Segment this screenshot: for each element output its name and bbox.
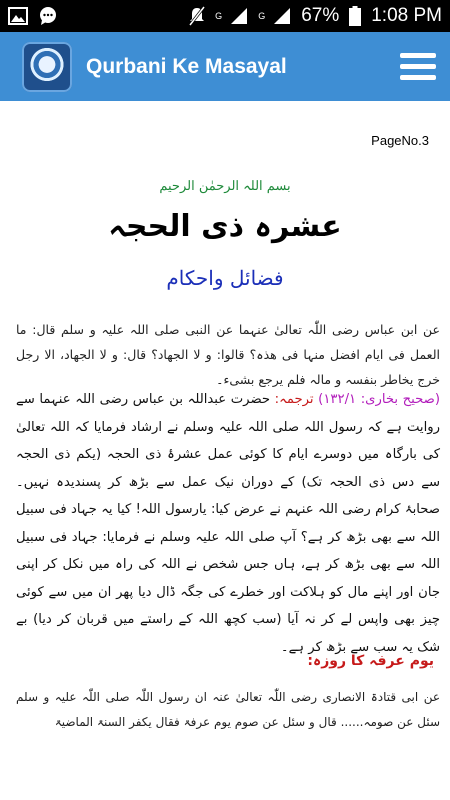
mute-icon [189,6,205,26]
page-number: PageNo.3 [371,133,429,148]
signal-type-label-1: G [215,11,223,21]
status-bar [0,0,450,32]
page-subheading: فضائل واحکام [166,266,284,290]
status-bar-left [8,6,58,26]
app-logo-icon [22,42,72,92]
menu-line [400,75,436,80]
menu-line [400,53,436,58]
clock: 1:08 PM [371,5,442,26]
app-bar [0,32,450,101]
image-icon [8,7,28,25]
app-title: Qurbani Ke Masayal [86,54,287,78]
signal-icon [230,7,248,25]
page-content[interactable] [0,101,450,800]
chat-icon [38,6,58,26]
translation-text: حضرت عبداللہ بن عباس رضی اللہ عنہما سے روایت ہے کہ رسول اللہ صلی اللہ علیہ وسلم نے ارشاد فرمایا کہ اللہ تعالیٰ کی بارگاہ میں دوسرے ایام کا کوئی عمل عشرۂ ذی الحجہ (یکم ذی الحجہ سے دس ذی الحجہ تک) کے دوران نیک عمل سے بڑھ کر پسندیدہ نہیں۔ صحابۂ کرام رضی اللہ عنہم نے عرض کیا: یارسول اللہ! کیا یہ جہاد فی سبیل اللہ سے بھی بڑھ کر ہے؟ آپ صلی اللہ علیہ وسلم نے فرمایا: جہاد فی سبیل اللہ سے بھی بڑھ کر ہے، ہاں جس شخص نے اللہ کی راہ میں نکل کر اپنی جان اور اپنے مال کو ہلاکت اور خطرے کی جگہ ڈال دیا پھر ان میں سے کوئی چیز بھی واپس لے کر نہ آیا (سب کچھ اللہ کے راستے میں قربان کر دیا) بے شک یہ سب سے بڑھ کر ہے۔ [16,392,440,655]
menu-line [400,64,436,69]
arabic-hadith-2: عن ابی قتادۃ الانصاری رضی اللّٰہ تعالیٰ عنہ ان رسول اللّٰہ صلی اللّٰہ علیہ و سلم سئل عن صومہ...... قال و سئل عن صوم یوم عرفۃ فقال یکفر السنۃ الماضیۃ [16,690,440,729]
battery-icon [349,6,361,26]
page-heading: عشرہ ذی الحجہ [108,209,342,244]
translation-label: ترجمہ: [274,392,314,407]
arabic-hadith: عن ابن عباس رضی اللّٰہ تعالیٰ عنہما عن النبی صلی اللہ علیہ و سلم قال: ما العمل فی ایام افضل منہا فی ھذہ؟ قالوا: و لا الجھاد؟ قال: و لا الجھاد، الا رجل خرج یخاطر بنفسہ و مالہ فلم یرجع بشیء۔ [16,322,440,387]
signal-icon [273,7,291,25]
status-bar-right [189,5,442,27]
battery-percent: 67% [301,5,340,26]
signal-type-label-2: G [258,11,266,21]
urdu-translation [16,386,440,661]
hamburger-menu-icon[interactable] [400,49,436,85]
section-title-arafah-fast: یوم عرفہ کا روزہ: [307,653,434,669]
hadith-reference: (صحیح بخاری: ۱۳۲/۱) [318,392,440,407]
bismillah: بسم اللہ الرحمٰن الرحیم [159,179,291,194]
